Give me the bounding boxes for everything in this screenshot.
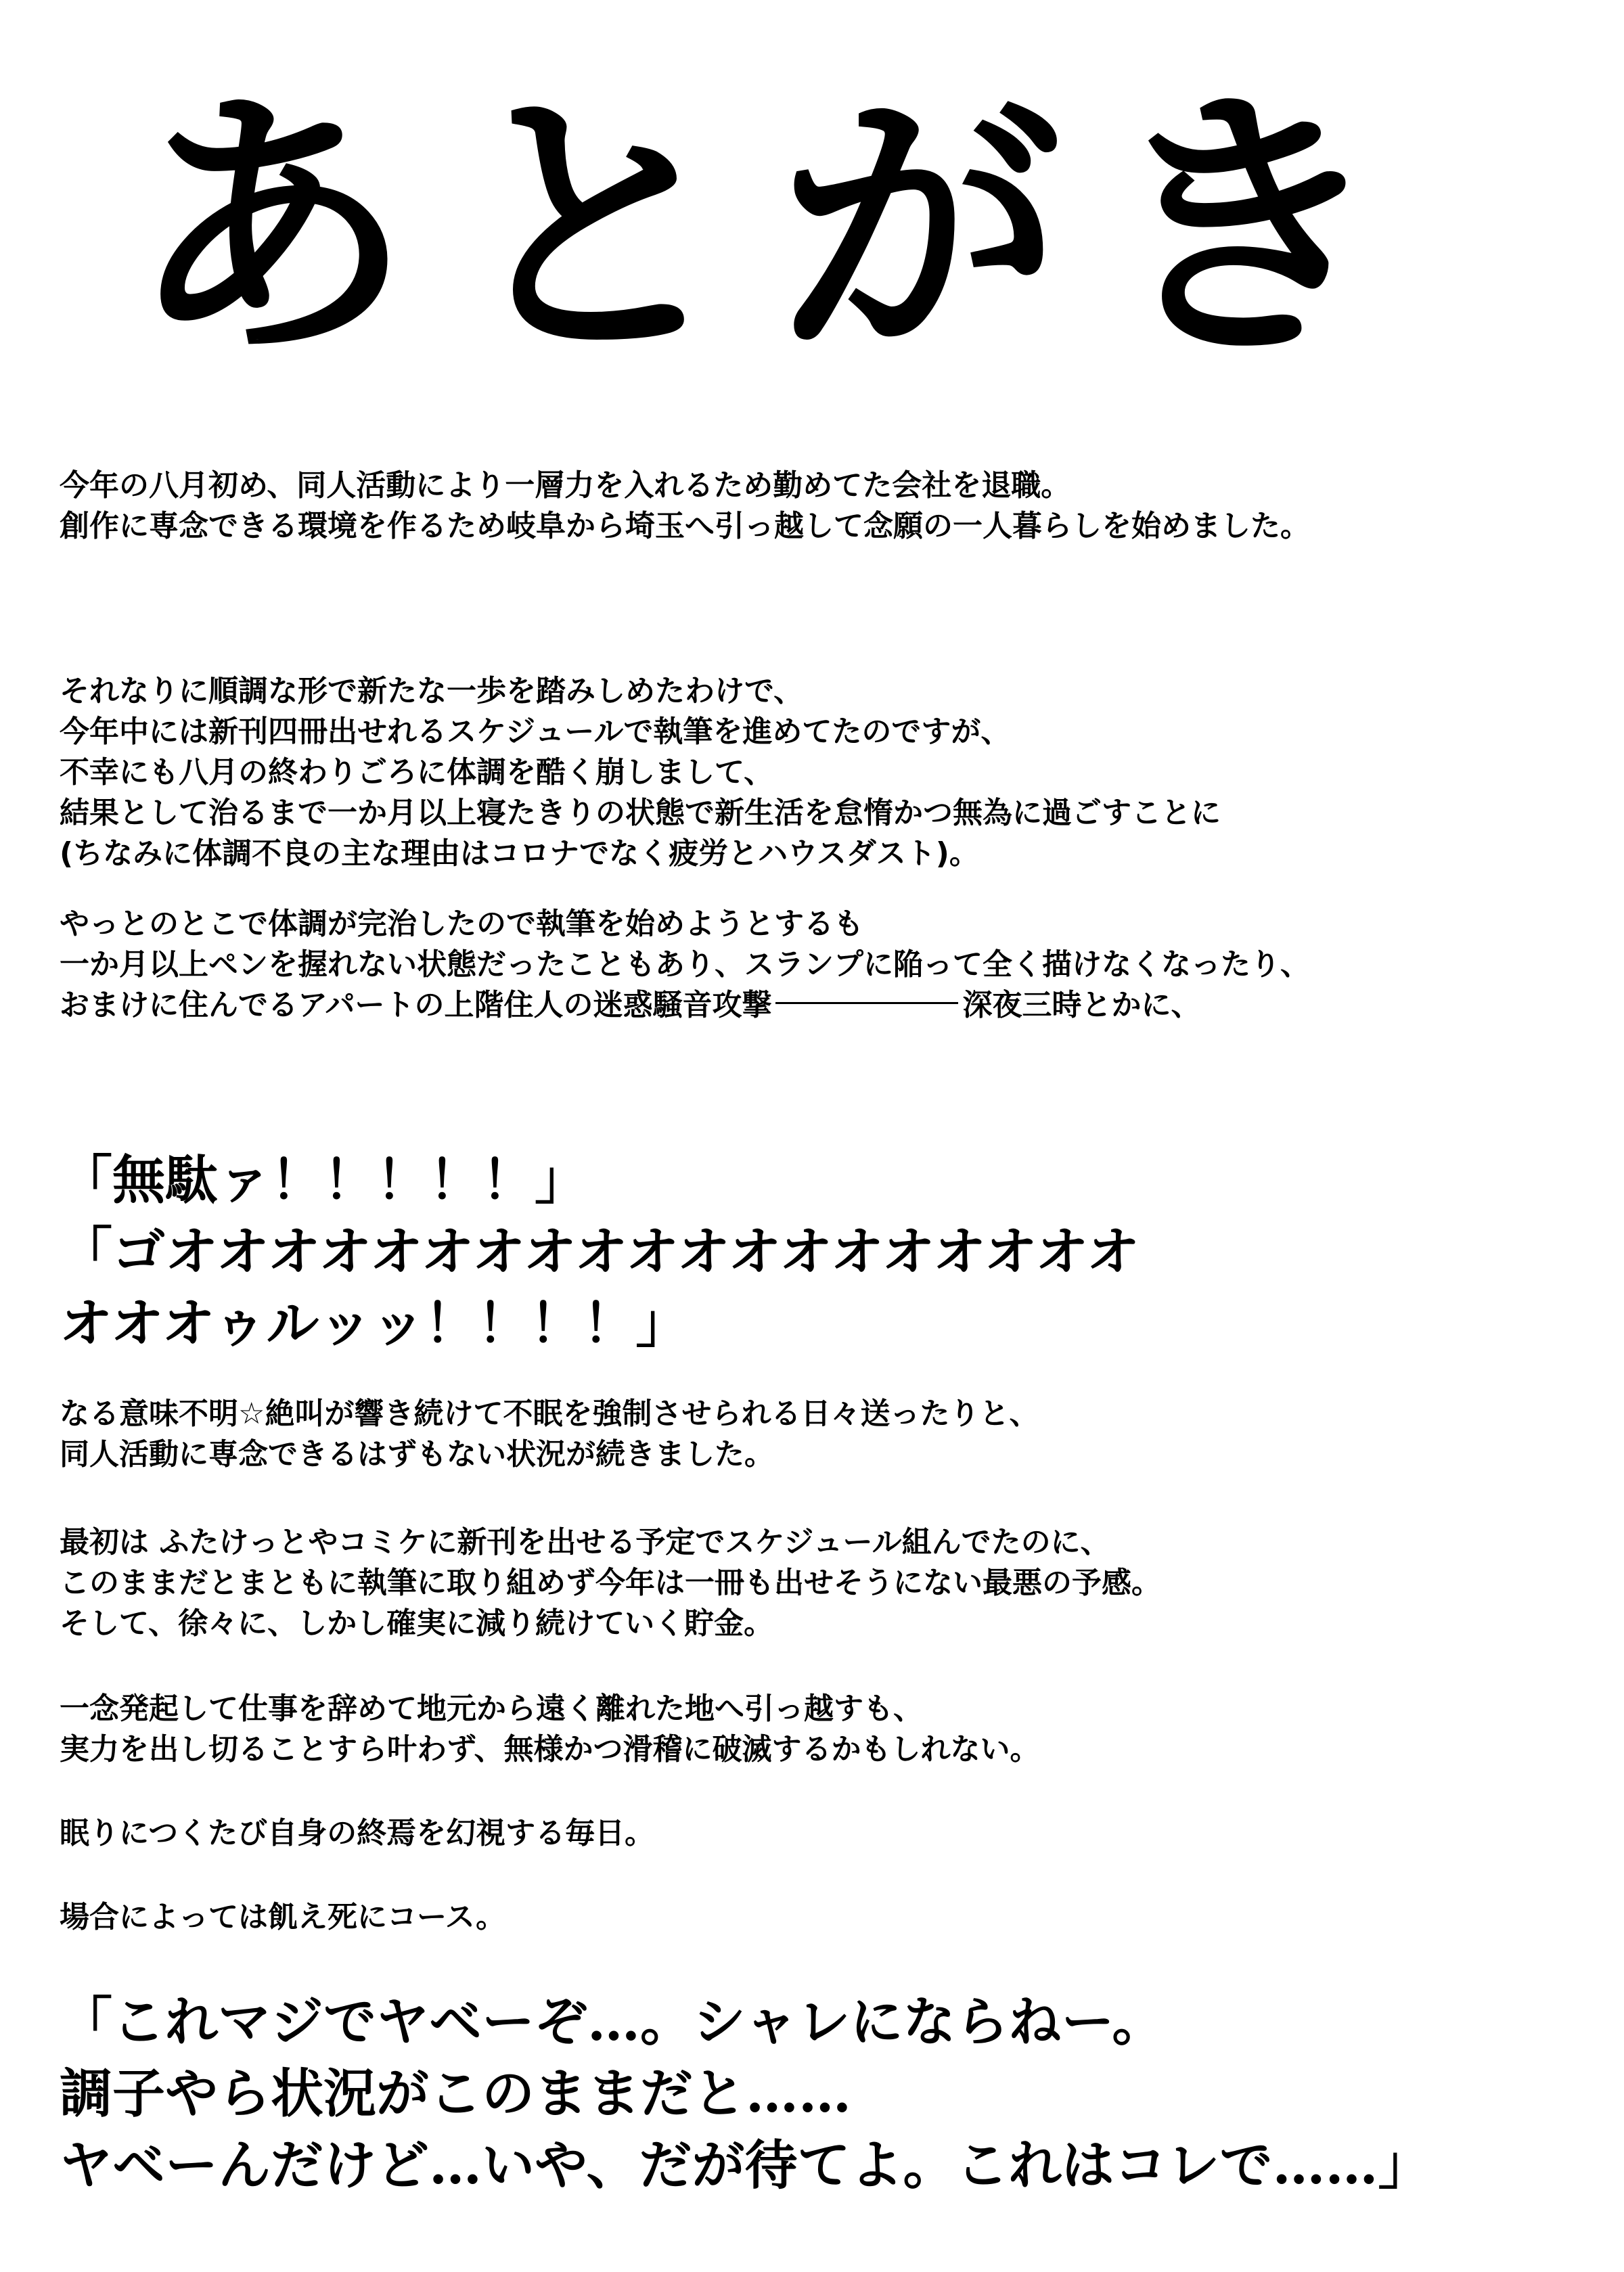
text-line: 一か月以上ペンを握れない状態だったこともあり、スランプに陥って全く描けなくなったり、 [60, 947, 1310, 982]
shout-line: 「これマジでヤベーぞ…。シャレにならねー。 [60, 1991, 1165, 2053]
text-line: 実力を出し切ることすら叶わず、無様かつ滑稽に破滅するかもしれない。 [60, 1732, 1040, 1767]
text-line: 今年中には新刊四冊出せれるスケジュールで執筆を進めてたのですが、 [60, 714, 1011, 749]
shout-line: 調子やら状況がこのままだと…… [60, 2063, 852, 2125]
text-line: やっとのとこで体調が完治したので執筆を始めようとするも [60, 907, 863, 941]
text-line: 創作に専念できる環境を作るため岐阜から埼玉へ引っ越して念願の一人暮らしを始めました。 [60, 509, 1310, 543]
paragraph-2 [60, 671, 1575, 874]
shout-line: ヤベーんだけど…いや、だが待てよ。これはコレで……」 [60, 2135, 1431, 2196]
text-line-with-rule [60, 985, 1575, 1026]
text-line: 最初は ふたけっとやコミケに新刊を出せる予定でスケジュール組んでたのに、 [60, 1525, 1110, 1560]
text-line: 不幸にも八月の終わりごろに体調を酷く崩しまして、 [60, 755, 774, 790]
text-line: このままだとまともに執筆に取り組めず今年は一冊も出せそうにない最悪の予感。 [60, 1566, 1161, 1600]
text-line: そして、徐々に、しかし確実に減り続けていく貯金。 [60, 1606, 774, 1641]
paragraph-4 [60, 1394, 1575, 1475]
paragraph-7 [60, 1813, 1575, 1854]
shout-line: 「無駄ァ！！！！！」 [60, 1150, 588, 1211]
text-line: 一念発起して仕事を辞めて地元から遠く離れた地へ引っ越すも、 [60, 1691, 923, 1726]
paragraph-6 [60, 1689, 1575, 1770]
text-line: それなりに順調な形で新たな一歩を踏みしめたわけで、 [60, 674, 804, 708]
text-line: 眠りにつくたび自身の終焉を幻視する毎日。 [60, 1816, 655, 1850]
page-title: あとがき [129, 64, 1428, 395]
shout-block-2 [60, 1986, 1575, 2202]
paragraph-8 [60, 1897, 1575, 1938]
text-line: 結果として治るまで一か月以上寝たきりの状態で新生活を怠惰かつ無為に過ごすことに [60, 796, 1221, 830]
dash-rule [775, 1002, 958, 1004]
paragraph-1 [60, 465, 1575, 547]
text-line: 同人活動に専念できるはずもない状況が続きました。 [60, 1437, 774, 1472]
text-line: (ちなみに体調不良の主な理由はコロナでなく疲労とハウスダスト)。 [60, 836, 979, 871]
shout-block-1 [60, 1145, 1575, 1360]
paragraph-5 [60, 1522, 1575, 1644]
paragraph-3 [60, 904, 1575, 1026]
text-line: 今年の八月初め、同人活動により一層力を入れるため勤めてた会社を退職。 [60, 468, 1071, 503]
text-fragment: 深夜三時とかに、 [962, 988, 1201, 1022]
text-line: 場合によっては飢え死にコース。 [60, 1900, 506, 1934]
shout-line: 「ゴオオオオオオオオオオオオオオオオオオオ [60, 1221, 1140, 1283]
text-fragment: おまけに住んでるアパートの上階住人の迷惑騒音攻撃 [60, 988, 772, 1022]
shout-line: オオオゥルッッ！！！！」 [60, 1293, 689, 1355]
text-line: なる意味不明☆絶叫が響き続けて不眠を強制させられる日々送ったりと、 [60, 1396, 1039, 1431]
